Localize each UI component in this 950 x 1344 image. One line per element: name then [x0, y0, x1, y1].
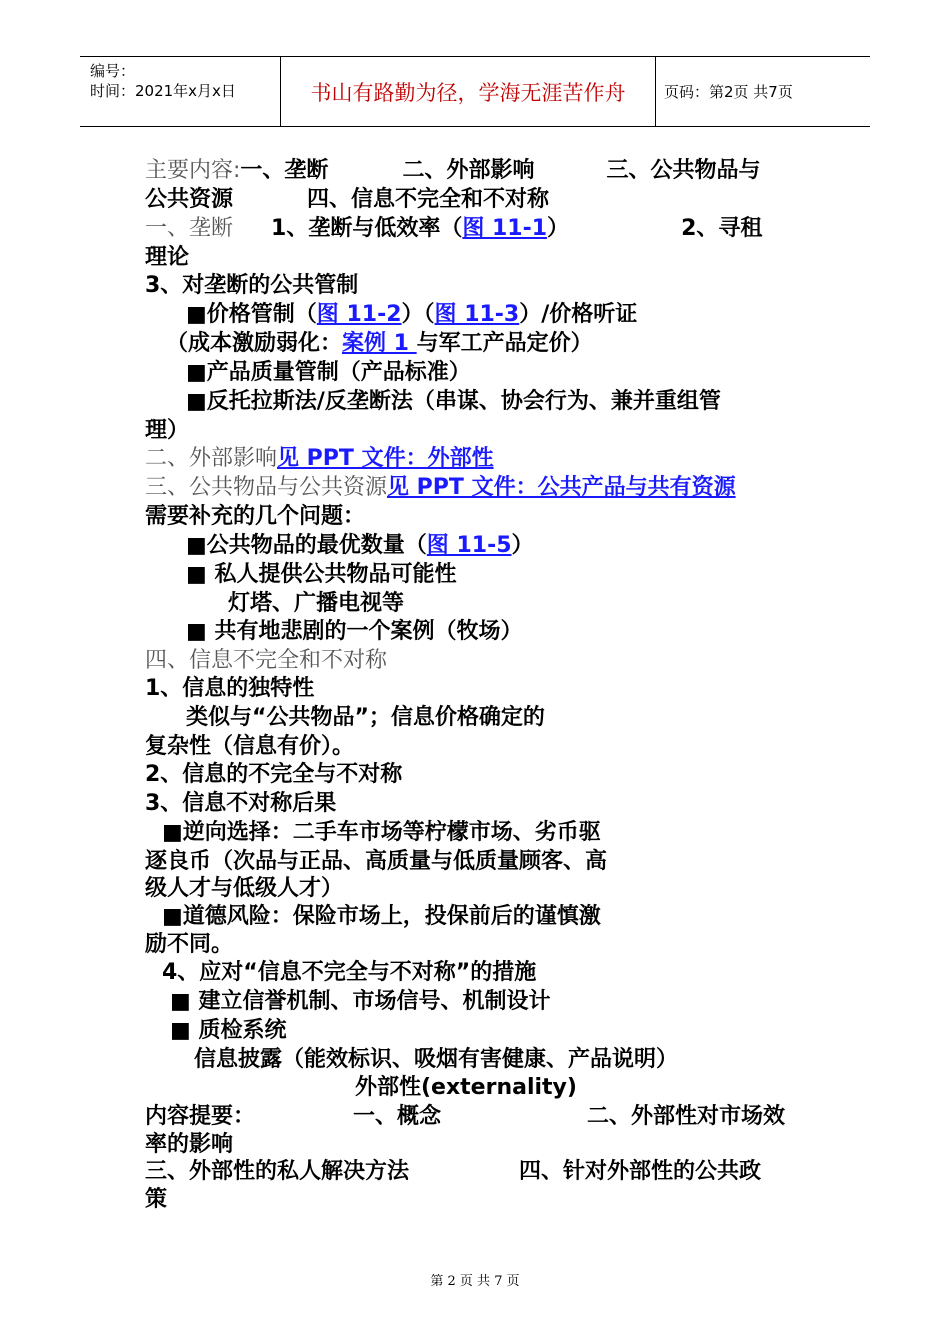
line-29: 4、应对“信息不完全与不对称”的措施: [162, 960, 537, 985]
line-5: 3、对垄断的公共管制: [145, 273, 359, 298]
info-incomplete-text: 2、信息的不完全与不对称: [145, 762, 403, 787]
price-hearing-text: ）/价格听证: [519, 302, 638, 327]
line-30: ■ 建立信誉机制、市场信号、机制设计: [170, 989, 551, 1014]
concept-item: 一、概念: [353, 1104, 442, 1129]
line-22: [145, 762, 402, 788]
line-3: [145, 216, 762, 242]
ppt-externality-link[interactable]: 见 PPT 文件：外部性: [277, 446, 494, 471]
section-1-title: 一、垄断: [145, 216, 234, 241]
item-monopoly: 一、垄断: [240, 158, 329, 183]
item-external: 二、外部影响: [402, 158, 535, 183]
line-34: [145, 1104, 785, 1130]
figure-11-3-link[interactable]: 图 11-3: [434, 302, 520, 327]
main-content-label: 主要内容:: [145, 158, 241, 183]
header-motto: 书山有路勤为径，学海无涯苦作舟: [280, 57, 656, 126]
section-2-title: 二、外部影响: [145, 446, 278, 471]
document-number-label: 编号：: [90, 62, 136, 80]
item-public-resources: 公共资源: [145, 187, 234, 212]
line-20: 类似与“公共物品”；信息价格确定的: [186, 705, 545, 730]
line-12: [145, 475, 736, 501]
line-17: [186, 619, 522, 645]
section-3-title: 三、公共物品与公共资源: [145, 475, 388, 500]
item-info-asymmetry: 四、信息不完全和不对称: [307, 187, 550, 212]
line-11: [145, 446, 494, 472]
item-public-goods: 三、公共物品与: [606, 158, 761, 183]
page-header: [80, 56, 870, 127]
page-footer: 第 2 页 共 7 页: [430, 1274, 520, 1289]
subsection-rent-seeking: 2、寻租: [681, 216, 763, 241]
line-10: 理）: [145, 418, 190, 443]
price-control-text: ■价格管制（: [186, 302, 317, 327]
case-1-link[interactable]: 案例 1: [342, 331, 417, 356]
line-25: 逐良币（次品与正品、高质量与低质量顾客、高: [145, 849, 608, 874]
line-27: ■道德风险：保险市场上，投保前后的谨慎激: [162, 904, 601, 929]
paren-pair: ）（: [401, 302, 435, 327]
line-28: 励不同。: [145, 932, 234, 957]
line-16: 灯塔、广播电视等: [228, 591, 405, 616]
line-8: ■产品质量管制（产品标准）: [186, 360, 471, 385]
cost-incentive-text: （成本激励弱化：: [166, 331, 343, 356]
line-26: 级人才与低级人才）: [145, 876, 344, 901]
line-23: 3、信息不对称后果: [145, 791, 337, 816]
header-page-info: 页码：第2页 共7页: [664, 83, 793, 101]
document-date-label: 时间：2021年x月x日: [90, 82, 236, 100]
optimal-quantity-text: ■公共物品的最优数量（: [186, 533, 427, 558]
header-left-cell: [80, 57, 280, 126]
externality-title: 外部性(externality): [355, 1075, 577, 1100]
private-solution-item: 三、外部性的私人解决方法: [145, 1159, 410, 1184]
line-31: ■ 质检系统: [170, 1018, 287, 1043]
summary-label: 内容提要：: [145, 1104, 256, 1129]
market-efficiency-item: 二、外部性对市场效: [587, 1104, 786, 1129]
subsection-1-1: 1、垄断与低效率（: [271, 216, 463, 241]
line-32: 信息披露（能效标识、吸烟有害健康、产品说明）: [194, 1047, 679, 1072]
public-policy-item: 四、针对外部性的公共政: [519, 1159, 762, 1184]
line-main-content: [145, 158, 760, 184]
line-9: ■反托拉斯法/反垄断法（串谋、协会行为、兼并重组管: [186, 389, 721, 414]
paren-close-2: ）: [511, 533, 534, 558]
ppt-public-goods-link[interactable]: 见 PPT 文件：公共产品与共有资源: [387, 475, 736, 500]
line-24: ■逆向选择：二手车市场等柠檬市场、劣币驱: [162, 820, 601, 845]
line-4: 理论: [145, 245, 190, 270]
figure-11-5-link[interactable]: 图 11-5: [426, 533, 512, 558]
line-36: [145, 1159, 761, 1185]
line-21: 复杂性（信息有价）。: [145, 734, 355, 759]
military-pricing-text: 与军工产品定价）: [416, 331, 593, 356]
line-14: [186, 533, 534, 559]
line-13: 需要补充的几个问题：: [145, 504, 366, 529]
line-6: [186, 302, 637, 328]
line-19: 1、信息的独特性: [145, 676, 315, 701]
line-7: [166, 331, 593, 357]
paren-close: ）: [547, 216, 570, 241]
line-37: 策: [145, 1187, 168, 1212]
line-2: [145, 187, 549, 213]
line-15: ■ 私人提供公共物品可能性: [186, 562, 457, 587]
figure-11-2-link[interactable]: 图 11-2: [316, 302, 402, 327]
section-4-title: 四、信息不完全和不对称: [145, 648, 388, 673]
line-35: 率的影响: [145, 1132, 234, 1157]
figure-11-1-link[interactable]: 图 11-1: [462, 216, 548, 241]
commons-tragedy-text: ■ 共有地悲剧的一个案例（牧场）: [186, 619, 523, 644]
